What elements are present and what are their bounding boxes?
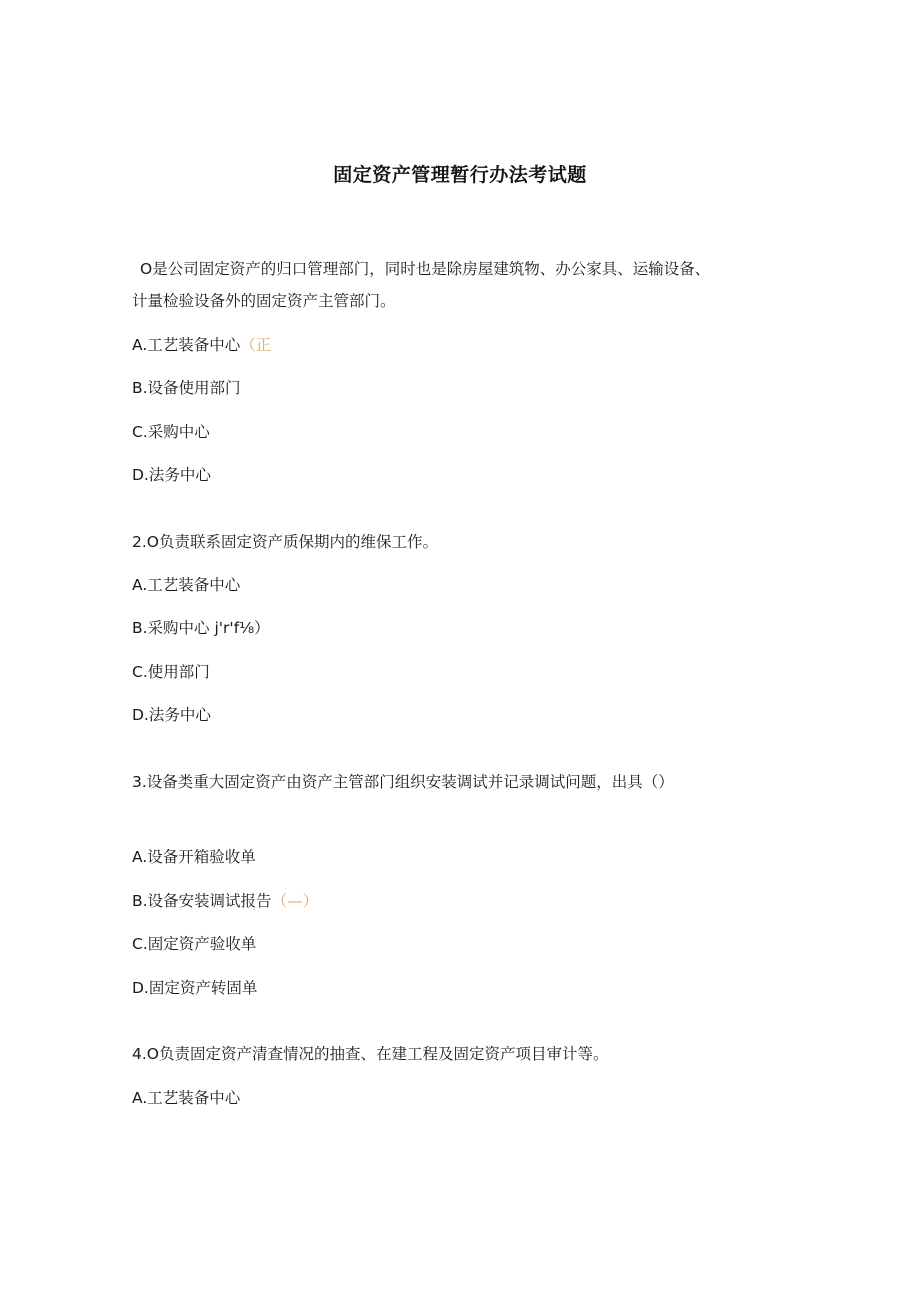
- question-3-option-d: [132, 978, 257, 998]
- option-text: D.法务中心: [132, 466, 211, 484]
- question-1-option-b: [132, 378, 241, 398]
- question-1-option-d: [132, 465, 211, 485]
- question-1-option-a: [132, 335, 271, 355]
- page-title: 固定资产管理暂行办法考试题: [333, 164, 587, 186]
- question-4-option-a: [132, 1088, 240, 1108]
- option-text: A.工艺装备中心: [132, 1089, 241, 1107]
- question-2-option-d: [132, 705, 211, 725]
- question-2-option-a: [132, 575, 240, 595]
- question-3-option-c: [132, 934, 256, 954]
- option-text: D.固定资产转固单: [132, 979, 258, 997]
- question-2-option-c: [132, 662, 210, 682]
- answer-mark: （—）: [271, 892, 319, 910]
- option-text: B.设备使用部门: [132, 379, 241, 397]
- question-3-stem: 3.设备类重大固定资产由资产主管部门组织安装调试并记录调试问题，出具（）: [132, 773, 674, 791]
- question-1-option-c: [132, 422, 210, 442]
- question-3-option-b: [132, 891, 318, 911]
- option-text: A.设备开箱验收单: [132, 848, 256, 866]
- option-text: C.使用部门: [132, 663, 210, 681]
- question-2-option-b: [132, 618, 270, 638]
- question-3-option-a: [132, 847, 256, 867]
- question-1-stem-line-2: 计量检验设备外的固定资产主管部门。: [132, 292, 396, 310]
- option-text: B.采购中心 j'r'f⅛）: [132, 619, 270, 637]
- question-1-stem-line-1: O是公司固定资产的归口管理部门，同时也是除房屋建筑物、办公家具、运输设备、: [140, 260, 711, 278]
- answer-mark: （正: [240, 336, 272, 354]
- option-text: C.采购中心: [132, 423, 210, 441]
- question-2-stem: 2.O负责联系固定资产质保期内的维保工作。: [132, 533, 438, 551]
- option-text: D.法务中心: [132, 706, 211, 724]
- option-text: A.工艺装备中心: [132, 576, 241, 594]
- option-text: A.工艺装备中心: [132, 336, 241, 354]
- option-text: C.固定资产验收单: [132, 935, 257, 953]
- question-4-stem: 4.O负责固定资产清查情况的抽查、在建工程及固定资产项目审计等。: [132, 1045, 609, 1063]
- option-text: B.设备安装调试报告: [132, 892, 272, 910]
